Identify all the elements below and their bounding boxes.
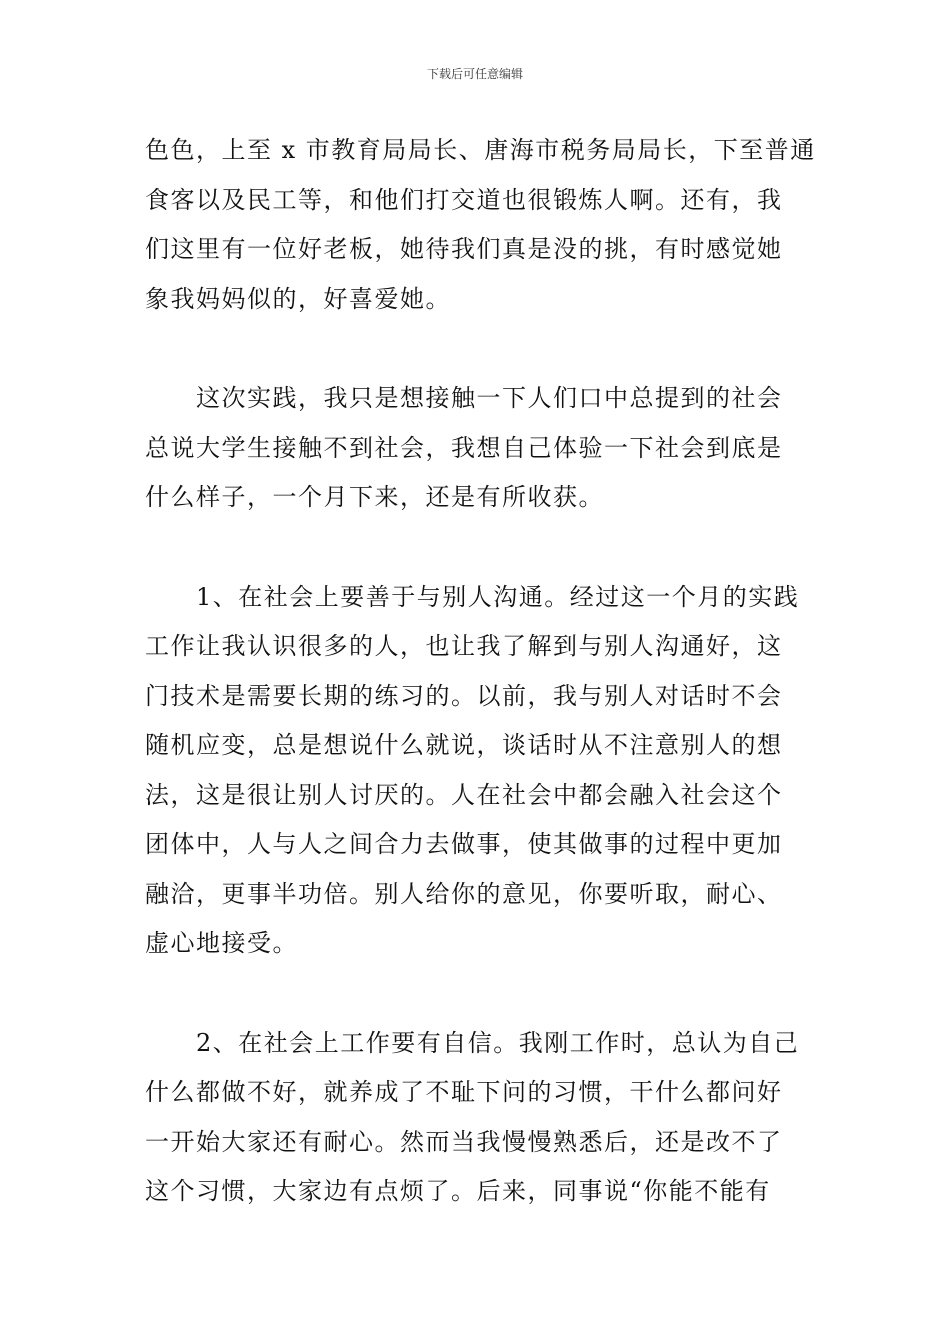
text-line: 什么样子，一个月下来，还是有所收获。 bbox=[145, 483, 604, 511]
text-line: 什么都做不好，就养成了不耻下问的习惯，干什么都问好 bbox=[145, 1078, 783, 1106]
document-body bbox=[145, 126, 816, 1217]
text-line: 团体中，人与人之间合力去做事，使其做事的过程中更加 bbox=[145, 830, 783, 858]
text-line: 随机应变，总是想说什么就说，谈话时从不注意别人的想 bbox=[145, 731, 783, 759]
text-line: 一开始大家还有耐心。然而当我慢慢熟悉后，还是改不了 bbox=[145, 1127, 783, 1156]
paragraph bbox=[145, 374, 807, 523]
text-line: 总说大学生接触不到社会，我想自己体验一下社会到底是 bbox=[145, 433, 783, 462]
text-line: 2、在社会上工作要有自信。我刚工作时，总认为自己 bbox=[145, 1028, 800, 1057]
text-line: 融洽，更事半功倍。别人给你的意见，你要听取，耐心、 bbox=[145, 879, 783, 908]
text-line: 门技术是需要长期的练习的。以前，我与别人对话时不会 bbox=[145, 681, 783, 710]
text-line: 象我妈妈似的，好喜爱她。 bbox=[145, 284, 451, 313]
paragraph bbox=[145, 1019, 807, 1217]
paragraph-spacer bbox=[145, 324, 807, 374]
text-line: 工作让我认识很多的人，也让我了解到与别人沟通好，这 bbox=[145, 632, 783, 660]
text-line: 虚心地接受。 bbox=[145, 929, 298, 957]
text-line: 色色，上至 x 市教育局局长、唐海市税务局局长，下至普通 bbox=[145, 136, 816, 164]
text-line: 法，这是很让别人讨厌的。人在社会中都会融入社会这个 bbox=[145, 780, 783, 809]
paragraph-spacer bbox=[145, 969, 807, 1019]
paragraph-spacer bbox=[145, 523, 807, 573]
page-header: 下载后可任意编辑 bbox=[426, 67, 523, 81]
text-line: 们这里有一位好老板，她待我们真是没的挑，有时感觉她 bbox=[145, 235, 783, 263]
text-line: 这次实践，我只是想接触一下人们口中总提到的社会 bbox=[145, 384, 783, 412]
paragraph bbox=[145, 126, 816, 324]
text-line: 食客以及民工等，和他们打交道也很锻炼人啊。还有，我 bbox=[145, 185, 783, 214]
paragraph bbox=[145, 573, 807, 969]
text-line: 1、在社会上要善于与别人沟通。经过这一个月的实践 bbox=[145, 582, 800, 611]
text-line: 这个习惯，大家边有点烦了。后来，同事说“你能不能有 bbox=[145, 1177, 771, 1205]
